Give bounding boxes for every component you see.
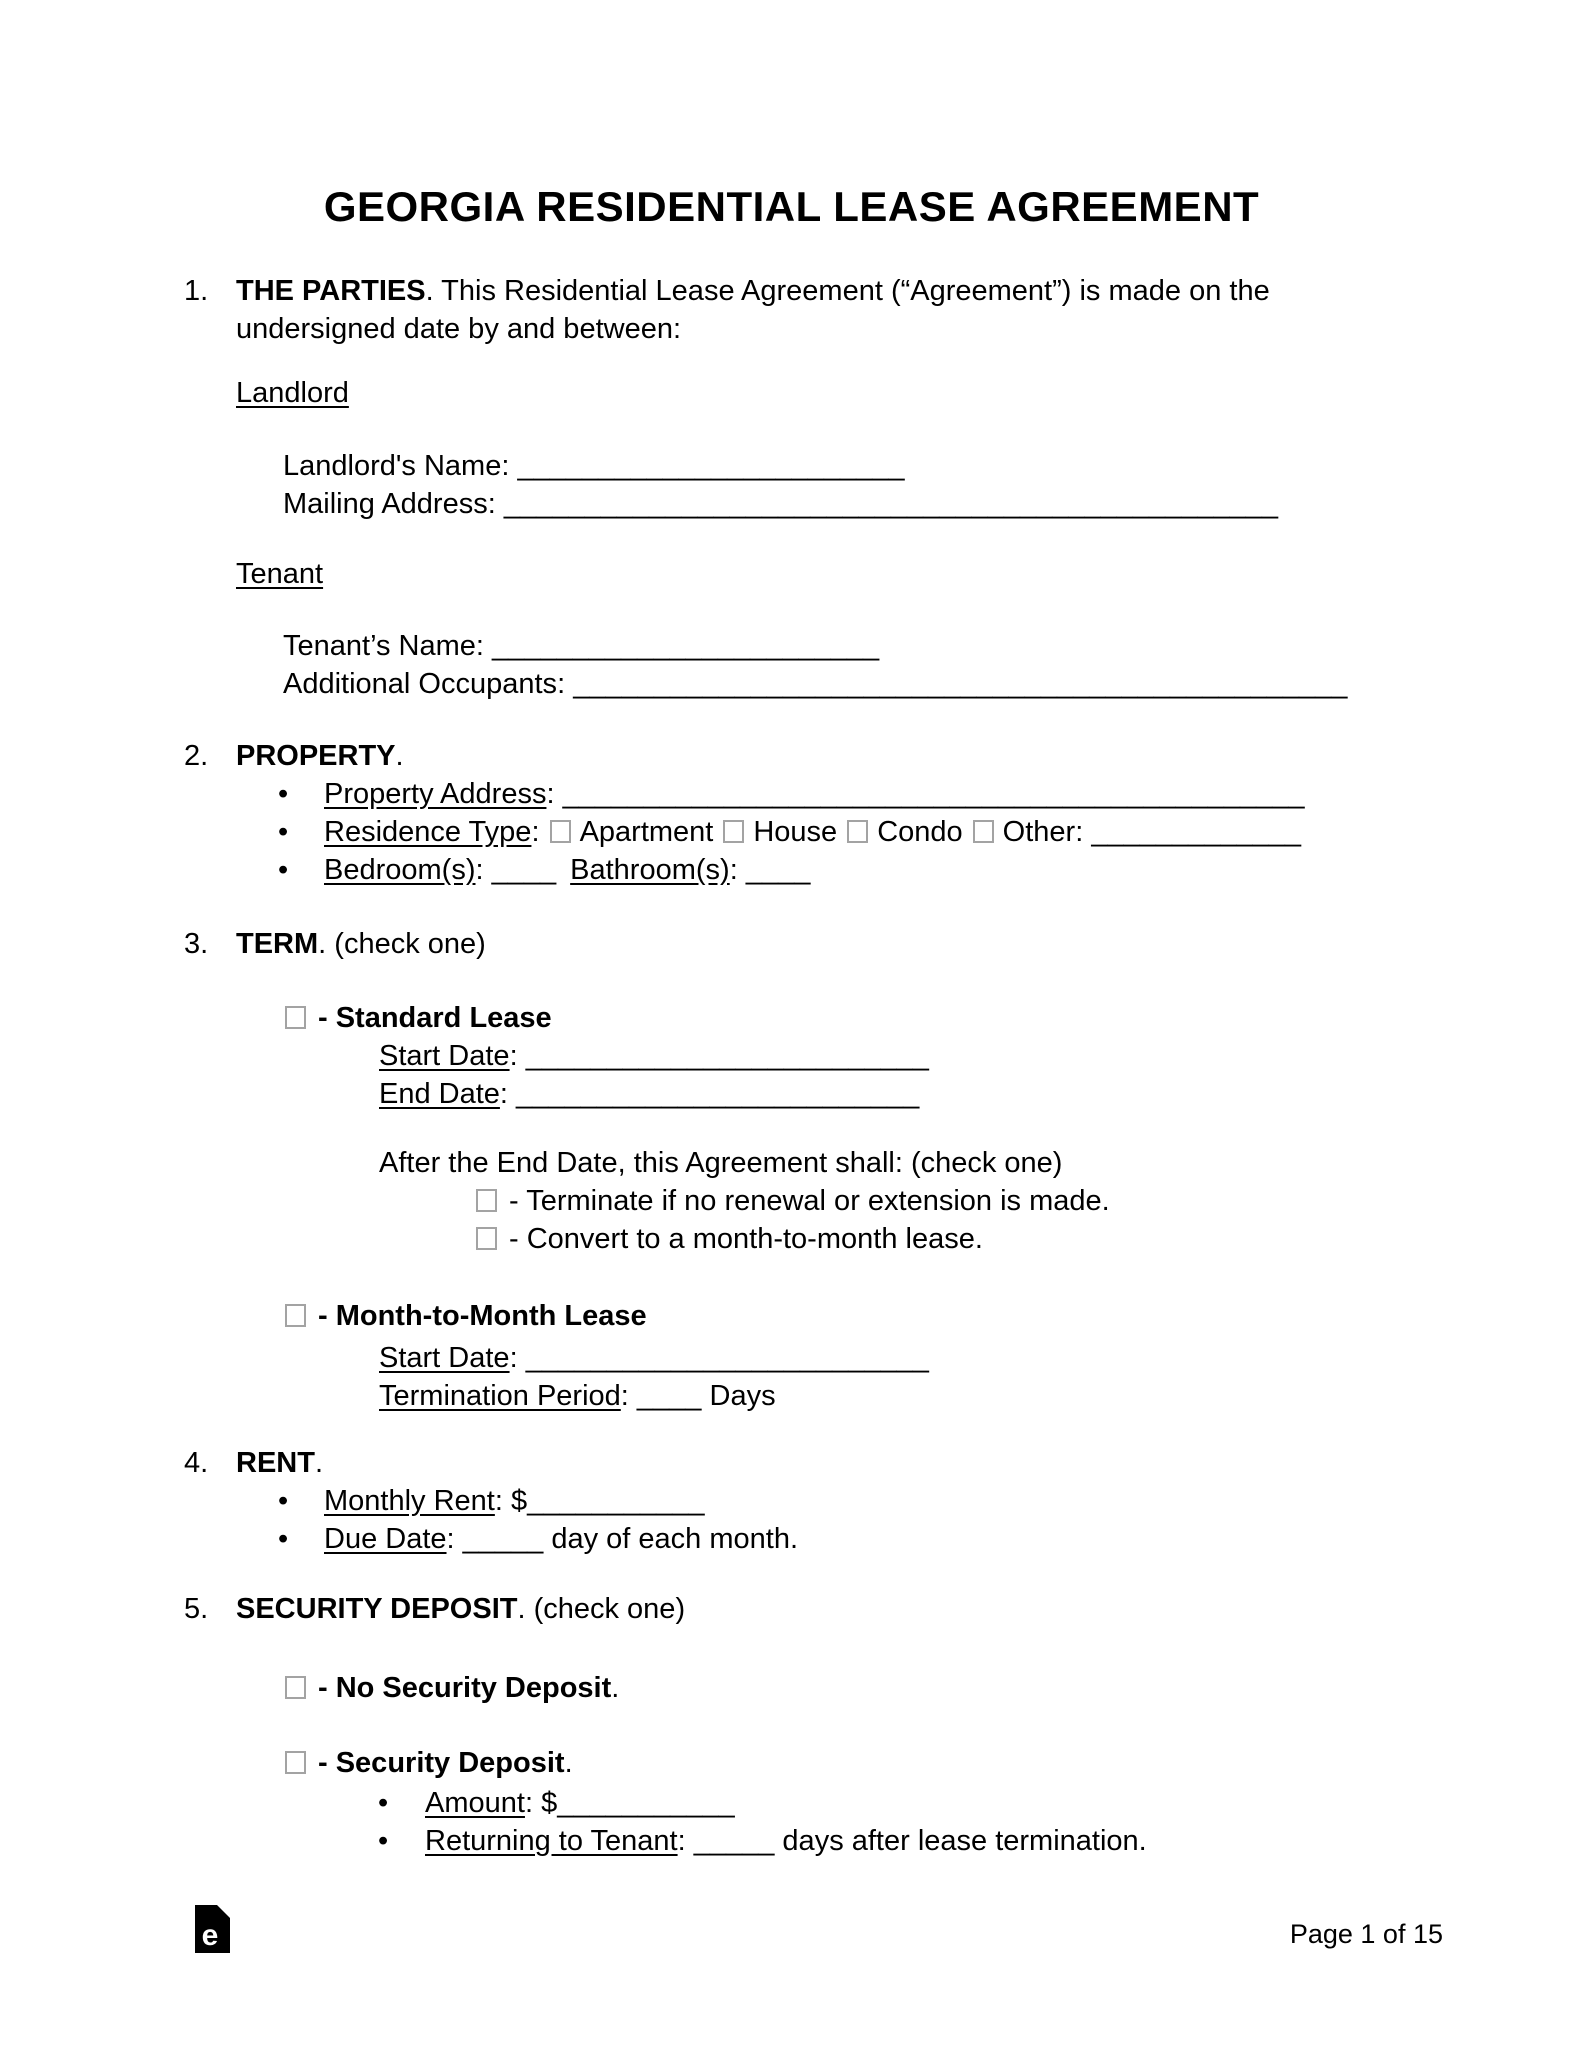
separator: :: [509, 1040, 526, 1072]
monthly-rent-row: [278, 1482, 705, 1520]
after-end-date-row: [379, 1144, 1062, 1182]
separator: .: [314, 1447, 324, 1479]
separator: :: [499, 1078, 517, 1110]
separator: :: [620, 1380, 637, 1412]
other-residence-field[interactable]: _____________: [1091, 816, 1301, 848]
tenant-heading: Tenant: [236, 558, 324, 590]
no-deposit-label: - No Security Deposit: [318, 1672, 612, 1704]
residence-type-label: Residence Type: [324, 816, 532, 848]
condo-checkbox[interactable]: [847, 820, 868, 843]
returning-field[interactable]: _____: [693, 1825, 775, 1857]
monthly-rent-label: Monthly Rent: [324, 1485, 495, 1517]
bullet-icon: •: [278, 1485, 289, 1517]
bullet-icon: •: [378, 1825, 389, 1857]
section-number: 4.: [184, 1447, 209, 1479]
eforms-logo-icon: [195, 1905, 230, 1953]
terminate-checkbox[interactable]: [476, 1189, 497, 1212]
house-label: House: [753, 816, 838, 848]
section-term-title: TERM: [236, 928, 319, 960]
deposit-label: - Security Deposit: [318, 1747, 565, 1779]
section-number: 2.: [184, 740, 209, 772]
separator: .: [395, 740, 404, 772]
additional-occupants-row: [283, 665, 1347, 703]
monthly-rent-field[interactable]: $___________: [510, 1485, 705, 1517]
section-number: 1.: [184, 275, 209, 307]
section-parties-intro: [236, 272, 1336, 348]
amount-field[interactable]: $___________: [541, 1787, 735, 1819]
separator: .: [611, 1672, 620, 1704]
landlord-name-field[interactable]: ________________________: [517, 450, 905, 482]
additional-occupants-field[interactable]: ________________________________________________: [573, 668, 1348, 700]
deposit-row: [285, 1744, 573, 1782]
separator: :: [557, 668, 574, 700]
rooms-row: [278, 851, 810, 889]
property-address-field[interactable]: ______________________________________________: [562, 778, 1305, 810]
section-deposit-heading: [184, 1590, 685, 1628]
mailing-address-field[interactable]: ________________________________________________: [503, 488, 1279, 520]
bullet-icon: •: [378, 1787, 389, 1819]
due-date-label: Due Date: [324, 1523, 447, 1555]
termination-period-label: Termination Period: [379, 1380, 621, 1412]
landlord-address-row: [283, 485, 1278, 523]
apartment-checkbox[interactable]: [550, 820, 571, 843]
section-rent-heading: [184, 1444, 323, 1482]
bullet-icon: •: [278, 778, 289, 810]
separator: :: [1075, 816, 1092, 848]
separator: :: [531, 816, 548, 848]
property-address-label: Property Address: [324, 778, 547, 810]
month-to-month-label: - Month-to-Month Lease: [318, 1300, 647, 1332]
month-to-month-row: [285, 1297, 647, 1335]
bullet-icon: •: [278, 854, 289, 886]
m2m-start-date-field[interactable]: _________________________: [525, 1342, 929, 1374]
tenant-heading-row: [236, 555, 323, 593]
bedrooms-field[interactable]: ____: [491, 854, 557, 886]
landlord-name-row: [283, 447, 905, 485]
bedrooms-label: Bedroom(s): [324, 854, 476, 886]
no-deposit-checkbox[interactable]: [285, 1676, 306, 1699]
amount-label: Amount: [425, 1787, 525, 1819]
separator: :: [524, 1787, 542, 1819]
convert-label: - Convert to a month-to-month lease.: [509, 1223, 983, 1255]
terminate-label: - Terminate if no renewal or extension is made.: [509, 1185, 1110, 1217]
mailing-address-label: Mailing Address: [283, 488, 488, 520]
terminate-option-row: [476, 1182, 1110, 1220]
other-checkbox[interactable]: [973, 820, 994, 843]
no-deposit-row: [285, 1669, 619, 1707]
returning-row: [378, 1822, 1147, 1860]
after-end-date-text: After the End Date, this Agreement shall: (check one): [379, 1147, 1063, 1179]
standard-lease-checkbox[interactable]: [285, 1006, 306, 1029]
end-date-label: End Date: [379, 1078, 500, 1110]
tenant-name-field[interactable]: ________________________: [492, 630, 880, 662]
separator: .: [564, 1747, 573, 1779]
other-label: Other: [1002, 816, 1076, 848]
landlord-heading-row: [236, 374, 349, 412]
returning-suffix: days after lease termination.: [774, 1825, 1147, 1857]
termination-period-field[interactable]: ____: [636, 1380, 702, 1412]
deposit-amount-row: [378, 1784, 735, 1822]
section-property-title: PROPERTY: [236, 740, 396, 772]
bullet-icon: •: [278, 1523, 289, 1555]
convert-option-row: [476, 1220, 983, 1258]
start-date-label: Start Date: [379, 1342, 510, 1374]
house-checkbox[interactable]: [723, 820, 744, 843]
page-number: Page 1 of 15: [1289, 1919, 1443, 1949]
separator: . (check one): [318, 928, 486, 960]
section-number: 3.: [184, 928, 209, 960]
document-title: GEORGIA RESIDENTIAL LEASE AGREEMENT: [323, 183, 1260, 230]
separator: :: [494, 1485, 511, 1517]
convert-checkbox[interactable]: [476, 1227, 497, 1250]
landlord-name-label: Landlord's Name: [283, 450, 502, 482]
standard-start-date-field[interactable]: _________________________: [525, 1040, 929, 1072]
apartment-label: Apartment: [579, 816, 714, 848]
section-parties-title: THE PARTIES: [236, 275, 426, 307]
tenant-name-label: Tenant’s Name: [283, 630, 476, 662]
deposit-checkbox[interactable]: [285, 1751, 306, 1774]
svg-text:e: e: [201, 1919, 219, 1952]
separator: :: [475, 854, 492, 886]
section-deposit-title: SECURITY DEPOSIT: [236, 1593, 518, 1625]
section-term-heading: [184, 925, 486, 963]
separator: . (check one): [517, 1593, 686, 1625]
m2m-start-date-row: [379, 1339, 929, 1377]
separator: :: [446, 1523, 463, 1555]
separator: :: [501, 450, 518, 482]
due-date-row: [278, 1520, 798, 1558]
termination-period-row: [379, 1377, 776, 1415]
separator: :: [487, 488, 504, 520]
termination-period-suffix: Days: [701, 1380, 776, 1412]
section-number: 5.: [184, 1593, 209, 1625]
additional-occupants-label: Additional Occupants: [283, 668, 558, 700]
section-rent-title: RENT: [236, 1447, 315, 1479]
tenant-name-row: [283, 627, 879, 665]
separator: :: [729, 854, 746, 886]
start-date-label: Start Date: [379, 1040, 510, 1072]
bathrooms-label: Bathroom(s): [570, 854, 730, 886]
condo-label: Condo: [877, 816, 963, 848]
standard-lease-label: - Standard Lease: [318, 1002, 552, 1034]
property-address-row: [278, 775, 1305, 813]
residence-type-row: [278, 813, 1301, 851]
due-date-field[interactable]: _____: [462, 1523, 544, 1555]
bullet-icon: •: [278, 816, 289, 848]
separator: :: [546, 778, 563, 810]
separator: :: [475, 630, 493, 662]
standard-end-date-field[interactable]: _________________________: [516, 1078, 920, 1110]
section-parties-heading: [184, 272, 1336, 348]
standard-start-date-row: [379, 1037, 929, 1075]
due-date-suffix: day of each month.: [543, 1523, 799, 1555]
bathrooms-field[interactable]: ____: [745, 854, 811, 886]
returning-label: Returning to Tenant: [425, 1825, 678, 1857]
standard-lease-row: [285, 999, 552, 1037]
separator: :: [509, 1342, 526, 1374]
section-parties-body: . This Residential Lease Agreement (“Agreement”) is made on the undersigned date by and between:: [236, 275, 1270, 345]
standard-end-date-row: [379, 1075, 919, 1113]
month-to-month-checkbox[interactable]: [285, 1304, 306, 1327]
separator: :: [677, 1825, 694, 1857]
section-property-heading: [184, 737, 404, 775]
landlord-heading: Landlord: [236, 377, 349, 409]
